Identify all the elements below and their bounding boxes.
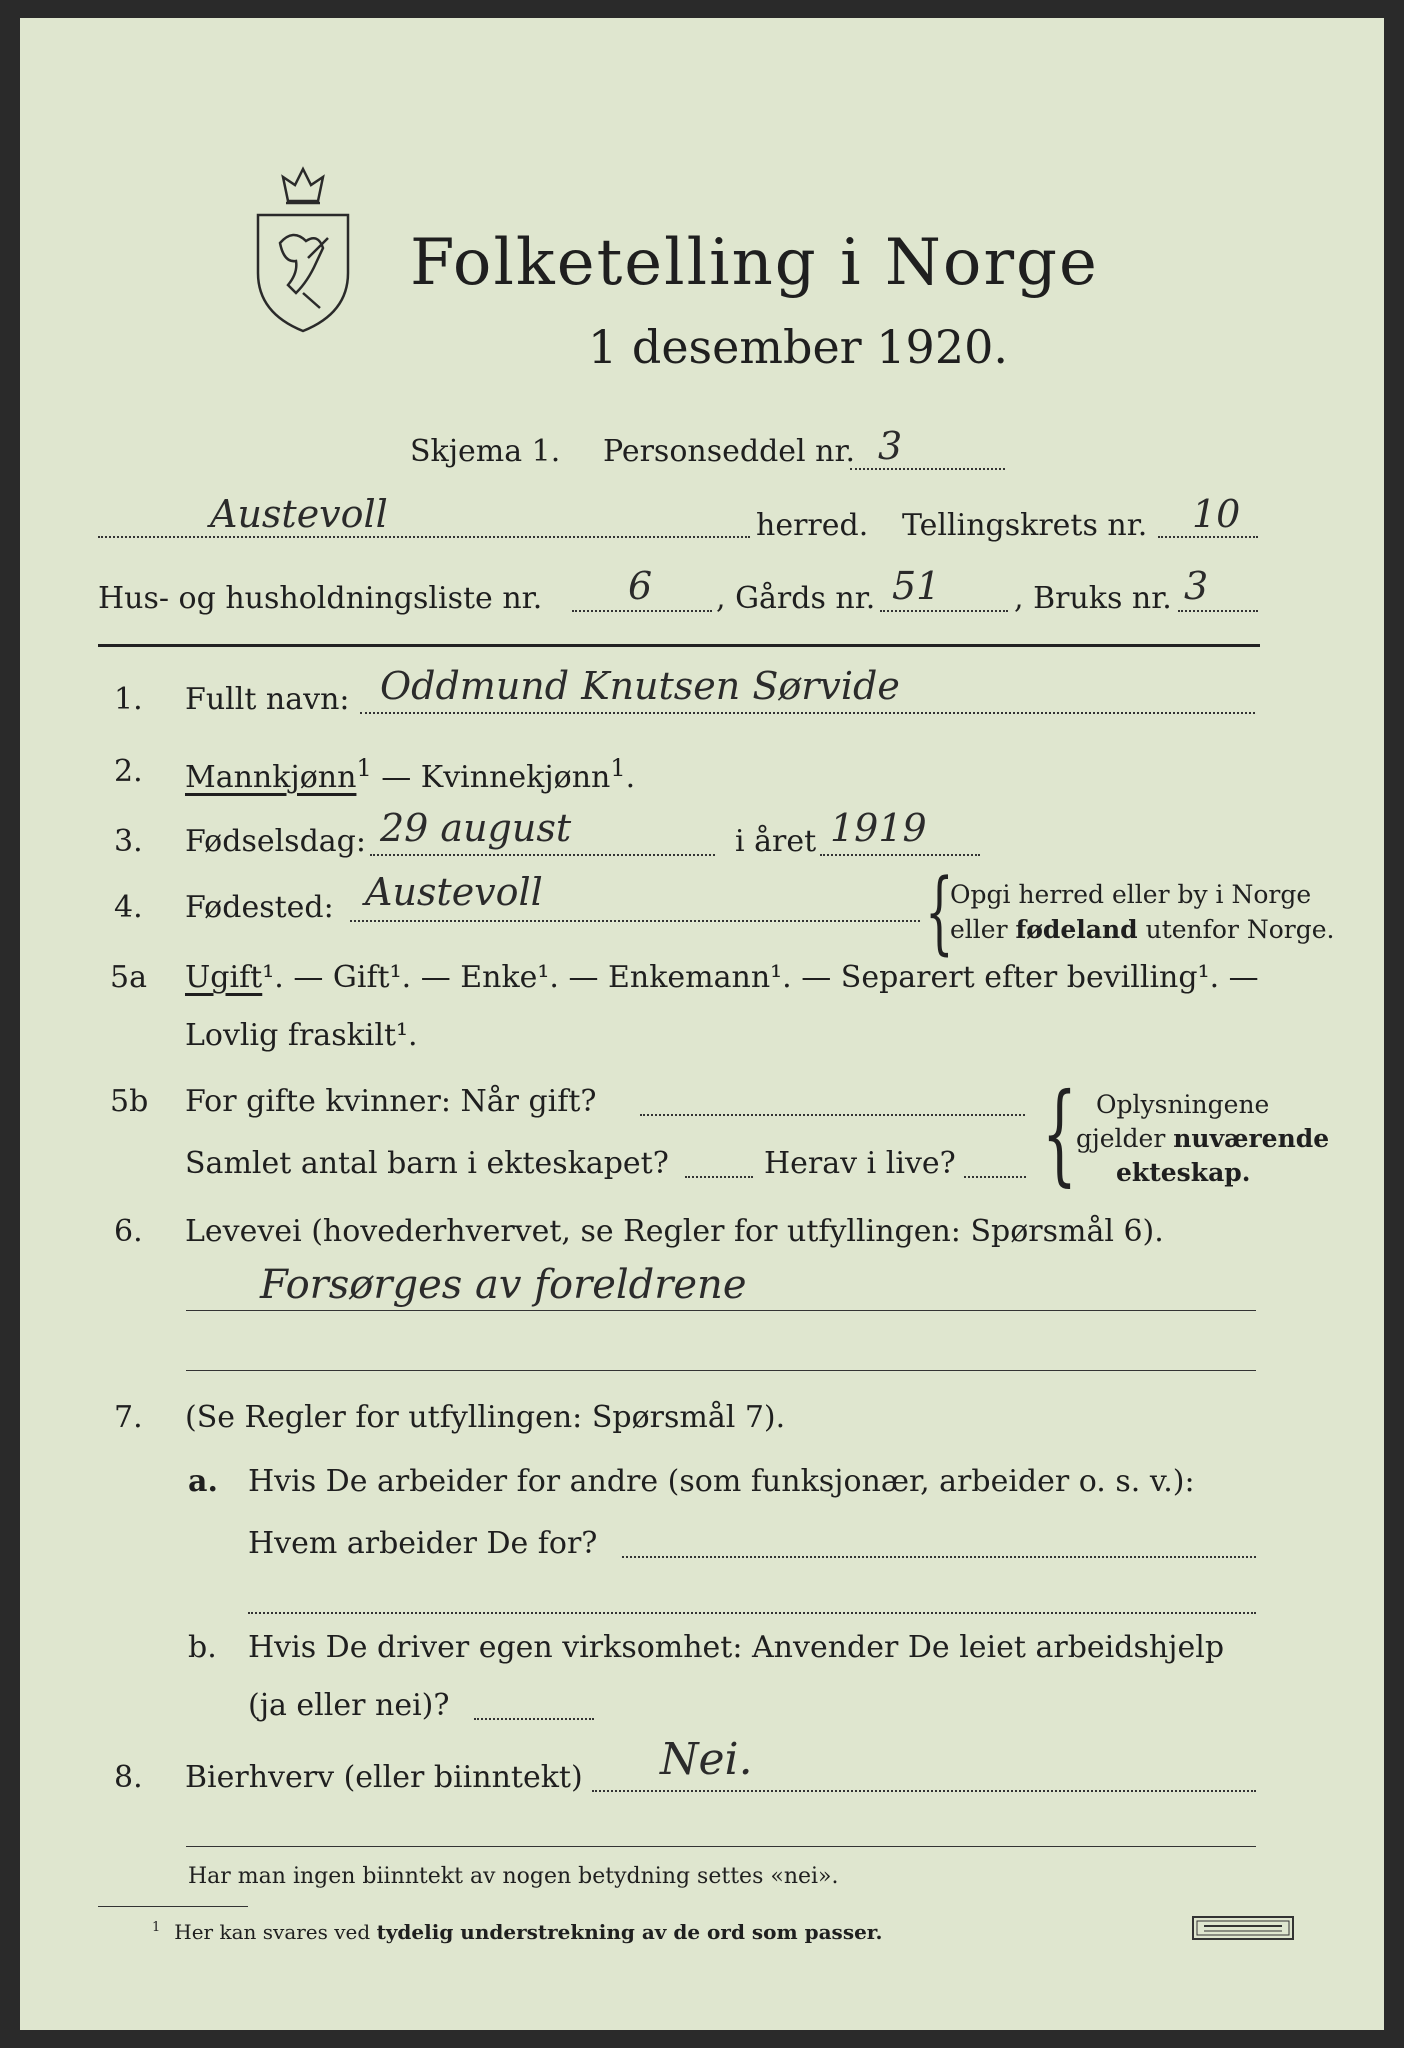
divider bbox=[98, 644, 1260, 647]
q2-number: 2. bbox=[114, 754, 143, 789]
bruks-label: , Bruks nr. bbox=[1014, 581, 1172, 616]
ugift-option: Ugift bbox=[185, 960, 263, 995]
q1-label: Fullt navn: bbox=[185, 682, 350, 717]
form-title: Folketelling i Norge bbox=[410, 226, 1099, 300]
q4-label: Fødested: bbox=[185, 890, 334, 925]
q7-number: 7. bbox=[114, 1400, 143, 1435]
schema-label: Skjema 1. bbox=[410, 434, 561, 469]
birthyear-value: 1919 bbox=[830, 806, 927, 850]
q1-number: 1. bbox=[114, 682, 143, 717]
q5b-label-2: Samlet antal barn i ekteskapet? bbox=[185, 1146, 669, 1181]
printer-stamp-icon bbox=[1192, 1916, 1294, 1940]
q7a-letter: a. bbox=[188, 1464, 218, 1499]
full-name-value: Oddmund Knutsen Sørvide bbox=[380, 664, 900, 708]
q4-number: 4. bbox=[114, 890, 143, 925]
q8-label: Bierhverv (eller biinntekt) bbox=[185, 1760, 583, 1795]
q7a-question: Hvem arbeider De for? bbox=[248, 1526, 598, 1561]
q5b-label-3: Herav i live? bbox=[764, 1146, 956, 1181]
q7a-text: Hvis De arbeider for andre (som funksjonær, arbeider o. s. v.): bbox=[248, 1464, 1195, 1499]
q5b-label-1: For gifte kvinner: Når gift? bbox=[185, 1084, 597, 1119]
tellingskrets-label: Tellingskrets nr. bbox=[902, 508, 1148, 543]
mannkjonn-option: Mannkjønn bbox=[185, 760, 357, 795]
personseddel-label: Personseddel nr. bbox=[603, 434, 856, 469]
personseddel-value: 3 bbox=[878, 424, 903, 468]
husliste-label: Hus- og husholdningsliste nr. bbox=[98, 581, 543, 616]
kvinnekjonn-option: Kvinnekjønn bbox=[420, 760, 611, 795]
gards-value: 51 bbox=[892, 564, 941, 608]
birthplace-value: Austevoll bbox=[365, 870, 543, 914]
side-income-note: Har man ingen biinntekt av nogen betydning settes «nei». bbox=[188, 1864, 839, 1889]
q3-number: 3. bbox=[114, 824, 143, 859]
herred-value: Austevoll bbox=[210, 492, 388, 536]
q7b-text: Hvis De driver egen virksomhet: Anvender De leiet arbeidshjelp bbox=[248, 1630, 1225, 1665]
marital-options: Ugift¹. — Gift¹. — Enke¹. — Enkemann¹. — Separert efter bevilling¹. — bbox=[185, 960, 1259, 995]
census-date: 1 desember 1920. bbox=[588, 320, 1008, 374]
marital-options-line2: Lovlig fraskilt¹. bbox=[185, 1018, 418, 1053]
q7b-letter: b. bbox=[188, 1630, 217, 1665]
q5b-note-1: Oplysningene bbox=[1096, 1090, 1270, 1119]
tellingskrets-value: 10 bbox=[1192, 492, 1241, 536]
q4-note-1: Opgi herred eller by i Norge bbox=[950, 880, 1312, 909]
q8-number: 8. bbox=[114, 1760, 143, 1795]
q5a-number: 5a bbox=[110, 960, 147, 995]
husliste-value: 6 bbox=[628, 564, 653, 608]
q4-note-2: eller fødeland utenfor Norge. bbox=[950, 915, 1335, 944]
herred-label: herred. bbox=[756, 508, 869, 543]
q3-year-label: i året bbox=[735, 824, 817, 859]
q6-number: 6. bbox=[114, 1214, 143, 1249]
q5b-note-2: gjelder nuværende bbox=[1076, 1124, 1330, 1153]
occupation-value: Forsørges av foreldrene bbox=[260, 1262, 747, 1308]
q6-label: Levevei (hovederhvervet, se Regler for utfyllingen: Spørsmål 6). bbox=[185, 1214, 1164, 1249]
q7b-question: (ja eller nei)? bbox=[248, 1688, 450, 1723]
coat-of-arms-icon bbox=[248, 163, 358, 338]
q7-label: (Se Regler for utfyllingen: Spørsmål 7). bbox=[185, 1400, 786, 1435]
gards-label: , Gårds nr. bbox=[716, 581, 876, 616]
side-income-value: Nei. bbox=[660, 1734, 753, 1785]
census-form: Folketelling i Norge 1 desember 1920. Skjema 1. Personseddel nr. 3 Austevoll herred. Tellingskrets nr. 10 Hus- og husholdningsliste nr. 6 , Gårds nr. 51 , Bruks nr. 3 1. Fullt navn: Oddmund Knutsen Sørvide 2. Mannkjønn$^1$ — Kvinnekjønn$^1$. 3. Fødselsdag: 29 august i året 1919 4. Fødested: Austevoll { Opgi herred eller by i Norge eller fødeland utenfor Norge. 5a Ugift¹. — Gift¹. — Enke¹. — Enkemann¹. — Separert efter bevilling¹. — Lovlig fraskilt¹. 5b For gifte kvinner: Når gift? Samlet antal barn i ekteskapet? Herav i live? { Oplysningene gjelder nuværende ekteskap. 6. Levevei (hovederhvervet, se Regler for utfyllingen: Spørsmål 6). Forsørges av foreldrene 7. (Se Regler for utfyllingen: Spørsmål 7). a. Hvis De arbeider for andre (som funksjonær, arbeider o. s. v.): Hvem arbeider De for? b. Hvis De driver egen virksomhet: Anvender De leiet arbeidshjelp (ja eller nei)? 8. Bierhverv (eller biinntekt) Nei. Har man ingen biinntekt av nogen betydning settes «nei». $^1$ Her kan svares ved tydelig understrekning av de ord som passer. bbox=[20, 18, 1384, 2030]
q5b-number: 5b bbox=[110, 1084, 149, 1119]
bruks-value: 3 bbox=[1184, 564, 1209, 608]
q5b-note-3: ekteskap. bbox=[1116, 1158, 1251, 1187]
gender-options: Mannkjønn$^1$ — Kvinnekjønn$^1$. bbox=[185, 754, 636, 795]
birthdate-value: 29 august bbox=[380, 806, 572, 850]
q3-label: Fødselsdag: bbox=[185, 824, 366, 859]
footnote: $^1$ Her kan svares ved tydelig understrekning av de ord som passer. bbox=[152, 1920, 883, 1944]
